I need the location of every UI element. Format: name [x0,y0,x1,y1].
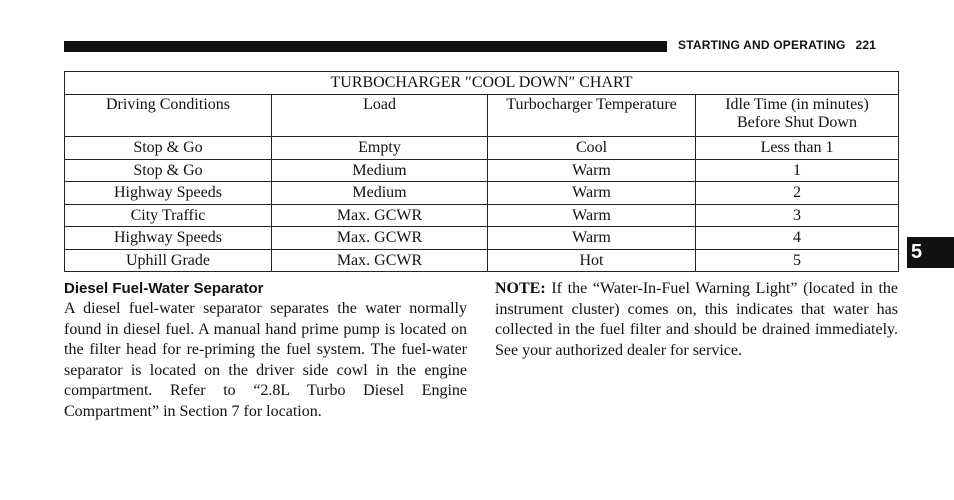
column-header: Turbocharger Temperature [488,95,696,137]
table-cell: Highway Speeds [65,227,272,250]
header-rule [64,41,667,52]
section-body: A diesel fuel-water separator separates the water normally found in diesel fuel. A manual hand prime pump is located on the filter head for re-priming the fuel system. The fuel-water separator is located on the driver side cowl in the engine compartment. Refer to “2.8L Turbo Diesel Engine Compartment” in Section 7 for location. [64,300,467,420]
table-cell: Medium [272,182,488,205]
column-header: Load [272,95,488,137]
table-cell: 1 [696,159,899,182]
table-row [65,204,899,227]
table-cell: Highway Speeds [65,182,272,205]
section-tab: 5 [907,237,954,268]
table-cell: 4 [696,227,899,250]
note-block [495,279,898,361]
note-text: If the “Water-In-Fuel Warning Light” (located in the instrument cluster) comes on, this indicates that water has collected in the fuel filter and should be drained immediately. See your authorized dealer for service. [495,280,898,359]
table-cell: City Traffic [65,204,272,227]
table-row [65,182,899,205]
table-cell: Cool [488,137,696,160]
separator-section [64,279,467,422]
table-cell: Max. GCWR [272,227,488,250]
cool-down-chart [64,71,899,272]
table-cell: Warm [488,159,696,182]
table-cell: Stop & Go [65,137,272,160]
section-title: STARTING AND OPERATING [678,38,846,52]
table-title: TURBOCHARGER ″COOL DOWN″ CHART [65,72,899,95]
note-label: NOTE: [495,280,546,297]
table-row [65,249,899,272]
section-heading: Diesel Fuel-Water Separator [64,280,264,297]
table-cell: Max. GCWR [272,249,488,272]
table-cell: Warm [488,204,696,227]
column-header: Driving Conditions [65,95,272,137]
table-cell: 5 [696,249,899,272]
page-number: 221 [855,38,877,52]
running-header [678,37,898,53]
table-cell: Empty [272,137,488,160]
table-cell: Stop & Go [65,159,272,182]
table-cell: Hot [488,249,696,272]
table-cell: Medium [272,159,488,182]
note-paragraph [495,279,898,361]
table-cell: Less than 1 [696,137,899,160]
table-cell: 2 [696,182,899,205]
table-row [65,137,899,160]
table-cell: Warm [488,227,696,250]
table-cell: 3 [696,204,899,227]
table-cell: Warm [488,182,696,205]
column-header: Idle Time (in minutes) Before Shut Down [696,95,899,137]
table-cell: Uphill Grade [65,249,272,272]
table-row [65,159,899,182]
table-cell: Max. GCWR [272,204,488,227]
table-row [65,227,899,250]
